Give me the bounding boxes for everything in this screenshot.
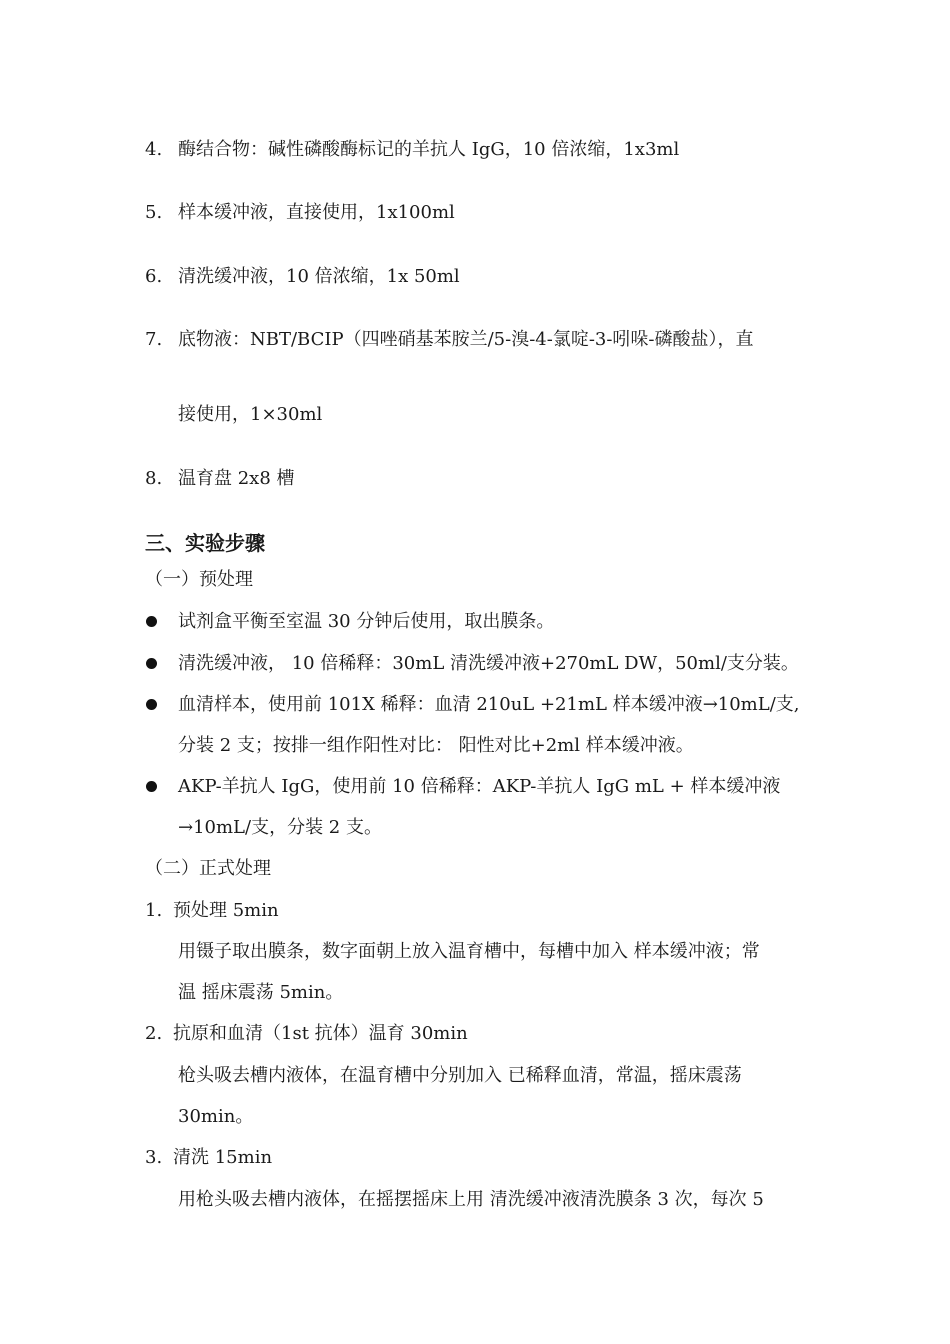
step-text: 用枪头吸去槽内液体，在摇摆摇床上用 清洗缓冲液清洗膜条 3 次，每次 5: [178, 1189, 764, 1210]
bullet-text: 试剂盒平衡至室温 30 分钟后使用，取出膜条。: [178, 611, 555, 632]
item-text: 清洗缓冲液，10 倍浓缩，1x 50ml: [178, 266, 460, 287]
step-text: 温 摇床震荡 5min。: [178, 982, 344, 1003]
item-number: 5.: [145, 202, 163, 223]
bullet-text-continued: 分装 2 支；按排一组作阳性对比： 阳性对比+2ml 样本缓冲液。: [178, 735, 694, 756]
bullet-dot: [146, 781, 157, 792]
bullet-text: AKP-羊抗人 IgG，使用前 10 倍稀释：AKP-羊抗人 IgG mL + 样本缓冲液: [178, 776, 781, 797]
item-text-continued: 接使用，1×30ml: [178, 404, 323, 425]
item-number: 8.: [145, 468, 163, 489]
step-text: 30min。: [178, 1106, 254, 1127]
bullet-text: 血清样本，使用前 101X 稀释：血清 210uL +21mL 样本缓冲液→10mL/支,: [178, 694, 800, 715]
bullet-text-continued: →10mL/支，分装 2 支。: [178, 817, 382, 838]
item-number: 4.: [145, 139, 163, 160]
bullet-text: 清洗缓冲液， 10 倍稀释：30mL 清洗缓冲液+270mL DW，50ml/支分装。: [178, 653, 799, 674]
item-text: 酶结合物：碱性磷酸酶标记的羊抗人 IgG，10 倍浓缩，1x3ml: [178, 139, 680, 160]
subsection-title-1: （一）预处理: [145, 569, 253, 590]
step-text: 用镊子取出膜条，数字面朝上放入温育槽中，每槽中加入 样本缓冲液；常: [178, 941, 760, 962]
step-number: 2.: [145, 1023, 163, 1044]
step-text: 枪头吸去槽内液体，在温育槽中分别加入 已稀释血清，常温，摇床震荡: [178, 1065, 742, 1086]
item-number: 6.: [145, 266, 163, 287]
bullet-dot: [146, 658, 157, 669]
item-text: 温育盘 2x8 槽: [178, 468, 295, 489]
bullet-dot: [146, 616, 157, 627]
subsection-title-2: （二）正式处理: [145, 858, 271, 879]
step-title: 抗原和血清（1st 抗体）温育 30min: [173, 1023, 468, 1044]
item-text: 底物液：NBT/BCIP（四唑硝基苯胺兰/5-溴-4-氯啶-3-吲哚-磷酸盐），直: [178, 329, 754, 350]
step-number: 3.: [145, 1147, 163, 1168]
item-text: 样本缓冲液，直接使用，1x100ml: [178, 202, 455, 223]
step-number: 1.: [145, 900, 163, 921]
item-number: 7.: [145, 329, 163, 350]
section-title: 三、实验步骤: [145, 531, 265, 555]
bullet-dot: [146, 699, 157, 710]
step-title: 清洗 15min: [173, 1147, 273, 1168]
step-title: 预处理 5min: [173, 900, 279, 921]
